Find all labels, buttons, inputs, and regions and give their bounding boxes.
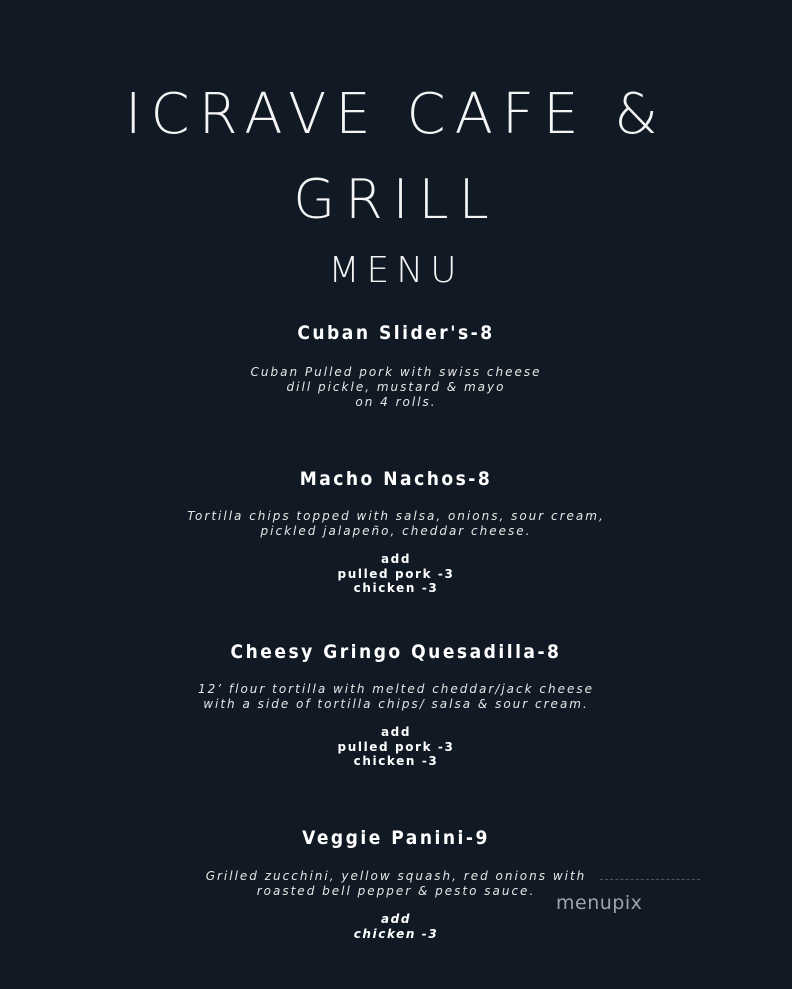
menu-item-description bbox=[0, 509, 792, 539]
description-line: roasted bell pepper & pesto sauce. bbox=[256, 884, 536, 898]
addon-label: add bbox=[380, 552, 412, 566]
menu-item-description bbox=[0, 682, 792, 712]
menupix-watermark: menupix bbox=[556, 892, 643, 914]
description-line: on 4 rolls. bbox=[355, 395, 437, 409]
description-line: pickled jalapeño, cheddar cheese. bbox=[260, 524, 532, 538]
description-line: Cuban Pulled pork with swiss cheese bbox=[250, 365, 542, 379]
restaurant-name-line-1: ICRAVE CAFE & bbox=[125, 82, 667, 147]
restaurant-name-line-2: GRILL bbox=[293, 168, 499, 231]
description-line: with a side of tortilla chips/ salsa & sour cream. bbox=[203, 697, 589, 711]
addon-option: chicken -3 bbox=[353, 754, 439, 768]
addon-option: pulled pork -3 bbox=[337, 566, 455, 581]
menu-item-description bbox=[0, 869, 792, 899]
addon-option: pulled pork -3 bbox=[337, 739, 455, 754]
watermark-divider bbox=[600, 879, 700, 880]
description-line: Tortilla chips topped with salsa, onions, sour cream, bbox=[187, 509, 605, 523]
description-line: dill pickle, mustard & mayo bbox=[286, 380, 506, 394]
addon-option: chicken -3 bbox=[353, 926, 439, 941]
menu-item-name: Cheesy Gringo Quesadilla-8 bbox=[230, 641, 562, 663]
description-line: 12’ flour tortilla with melted cheddar/jack cheese bbox=[197, 682, 594, 696]
addon-option: chicken -3 bbox=[353, 581, 439, 595]
menu-item-description bbox=[0, 365, 792, 410]
menu-item-name: Veggie Panini-9 bbox=[302, 827, 490, 849]
description-line: Grilled zucchini, yellow squash, red onions with bbox=[205, 869, 587, 883]
menu-item-addons bbox=[0, 725, 792, 769]
addon-label: add bbox=[380, 725, 412, 739]
menu-item-name: Cuban Slider's-8 bbox=[297, 322, 495, 344]
menu-item-addons bbox=[0, 912, 792, 941]
addon-label: add bbox=[380, 912, 412, 926]
menu-item-name: Macho Nachos-8 bbox=[299, 468, 493, 490]
menu-item-addons bbox=[0, 552, 792, 596]
menu-heading: MENU bbox=[328, 250, 464, 291]
